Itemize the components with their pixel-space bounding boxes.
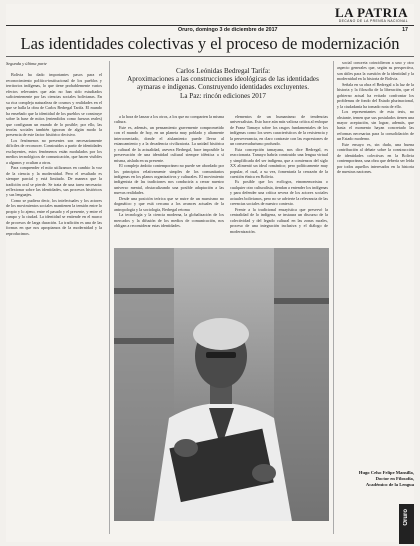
column-divider <box>109 61 110 534</box>
paragraph: Señala en su obra el Bedregal a la luz de la historia y la filosofía de la liberación, que el gobierno actual ha evitado confrontar los problemas de fondo del Estado plurinacional, y la ciudadanía ha tomado nota de ello. <box>337 81 414 109</box>
paragraph: Bolivia ha dado importantes pasos para el reconocimiento político-institucional de los pueblos y territorios indígenas, lo que tiene probablemente varios efectos relevantes que aún no han sido estudiados suficientemente por las ciencias sociales bolivianas. En su rica compleja naturaleza de cosmos y realidades en el que se halla la obra de Carlos Bedregal Tarifa. El mundo ha enseñado que la identidad de los pueblos se construye sobre la base de mitos (entendidos como fuerzas reales) que configuran un mundo de lo posible; por ello, las teorías sociales también ignoran de algún modo la presencia de este factor histórico decisivo. <box>6 72 102 138</box>
paragraph: Esta concepción tamayana, nos dice Bedregal, es reaccionaria. Tamayo habría construido una lengua virtual y simplificada del ser indígena, que a comienzos del siglo XX alimentó un ideal romántico; pero políticamente muy popular, el cual, a su vez, fomentaría la cerrazón de la cuestión étnica en Bolivia. <box>230 146 328 179</box>
paragraph: Este es, además, un pensamiento gravemente comprometido con el mundo de hoy, en un planeta muy poblado y altamente interconectado, donde el aislamiento puede llevar al estancamiento y a la decadencia civilizatoria. La unidad histórica y cultural de la actualidad, asevera Bedregal, hace imposible la preservación de una identidad cultural siempre idéntica a sí misma, aislada en su presente. <box>114 124 224 163</box>
paragraph: La tecnología y la ciencia moderna, la globalización de los mercados y la difusión de los medios de comunicación, nos obligan a reconsiderar estas identidades. <box>114 212 224 229</box>
paragraph: a la hora de lanzar a los otros, a los que no comparten la misma cultura. <box>114 114 224 125</box>
paragraph: Es posible que los ecólogos, etnomemoristas o cualquier otro culturalista, tiendan a entender los indígenas y para defender una crítica severa de los actores sociales actuales bolivianos, pero no se advierte la relevancia de las creencias sociales de nuestro contexto. <box>230 179 328 207</box>
article-headline: Las identidades colectivas y el proceso de modernización <box>20 34 400 53</box>
paragraph: Desde una posición teórica que se nutre de un marxismo no dogmático y que está cercana a los avances actuales de la antropología y la sociología, Bedregal retoma <box>114 195 224 212</box>
headline-rule <box>6 56 414 57</box>
masthead <box>335 6 408 24</box>
signature-line: Académico de la Lengua <box>365 482 414 487</box>
paragraph: social concreta coincidieron a uno y otro aspecto generales que, según su perspectiva, son útiles para la cuestión de la identidad y la modernidad en la historia de Bolivia. <box>337 60 414 82</box>
citation-line: La Paz: rincón ediciones 2017 <box>180 91 266 100</box>
column-divider <box>333 61 334 534</box>
newspaper-tagline: DECANO DE LA PRENSA NACIONAL <box>338 19 408 23</box>
paragraph: El complejo ámbito contemporáneo no puede ser abordado por los principios relativamente simples de los comunitarios indígenas en los planos organizativos y culturales. El movimiento indigenista de las tradiciones nos conduciría a cerrar nuestro universo mental, obstaculizando una posible adaptación a las nuevas realidades. <box>114 163 224 196</box>
article-column-2 <box>114 114 224 229</box>
signature-line: Hugo Celso Felipe Mansilla, <box>358 470 414 475</box>
paragraph: Como se pudiera decir, los intelectuales y los actores de los movimientos sociales mantienen la tensión entre lo propio y lo ajeno, entre el pasado y el presente, y entre el campo y la ciudad. La identidad se entiende en el marco de procesos de larga duración. La tradición es una de las formas en que nos apropiamos de la modernidad y la reproducimos. <box>6 197 102 236</box>
author-signature <box>337 470 414 488</box>
page-number: 17 <box>402 27 408 33</box>
article-column-4 <box>337 60 414 175</box>
citation-line: aymaras e indígenas. Construyendo identidades excluyentes. <box>137 83 309 92</box>
citation-line: Aproximaciones a las construcciones ideológicas de las identidades <box>127 75 319 84</box>
paragraph: Los fenómenos no presentes son necesariamente difíciles de reconocer. Construidos a partir de identidades excluyentes, estos fenómenos están modulados por los medios tecnológicos de comunicación, que hacen visibles a algunos y ocultan a otros. <box>6 137 102 165</box>
masthead-rule <box>6 25 414 26</box>
paragraph: Para comprender el mito utilizamos en cambio la voz de la ciencia y la modernidad. Pero el resultado es siempre parcial y está limitado. De manera que la tradición oral se pierde. Se trata de una tarea necesaria: reflexionar sobre las identidades, sus procesos históricos y sus lenguajes. <box>6 165 102 198</box>
paragraph: Frente a la tradicional ensayística que preservó la centralidad de lo indígena, se instaura un discurso de la colectividad y del legado cultural en las zonas rurales, proceso de una integración inclusiva y el diálogo de modernización. <box>230 206 328 234</box>
paragraph: Este ensayo es, sin duda, una buena contribución al debate sobre la construcción de identidades colectivas en la Bolivia contemporánea, una obra que debería ser leída por todos aquellos interesados en la historia de nuestras naciones. <box>337 141 414 175</box>
article-column-3 <box>230 114 328 234</box>
issue-date: Oruro, domingo 3 de diciembre de 2017 <box>178 27 278 33</box>
article-kicker: Segunda y última parte <box>6 61 47 66</box>
author-photo-image <box>114 248 329 521</box>
newspaper-page <box>6 4 414 542</box>
section-tab <box>399 504 414 544</box>
citation-line: Carlos Leónidas Bedregal Tarifa: <box>175 67 271 75</box>
section-tab-label: Oruro <box>403 509 409 526</box>
author-photo <box>114 248 329 521</box>
paragraph: Los representantes de esta tesis, no obstante, temen que sus postulados tienen una mayor aceptación, sin lograr, además, que hasta el momento hayan concretado las reformas necesarias para la consolidación de un Estado moderno. <box>337 109 414 142</box>
article-column-1 <box>6 61 102 236</box>
newspaper-logo: LA PATRIA <box>335 5 408 20</box>
paragraph: elementos de un humanismo de tendencias universalistas. Esto hace aún más valiosa crítica al enfoque de Franz Tamayo sobre los rasgos fundamentales de los indígenas como los seres característicos de la resistencia y la perseverancia, en claro contraste con las expresiones de un conservadurismo profundo. <box>230 114 328 147</box>
book-citation <box>114 67 332 100</box>
signature-line: Doctor en Filosofía, <box>375 476 414 481</box>
